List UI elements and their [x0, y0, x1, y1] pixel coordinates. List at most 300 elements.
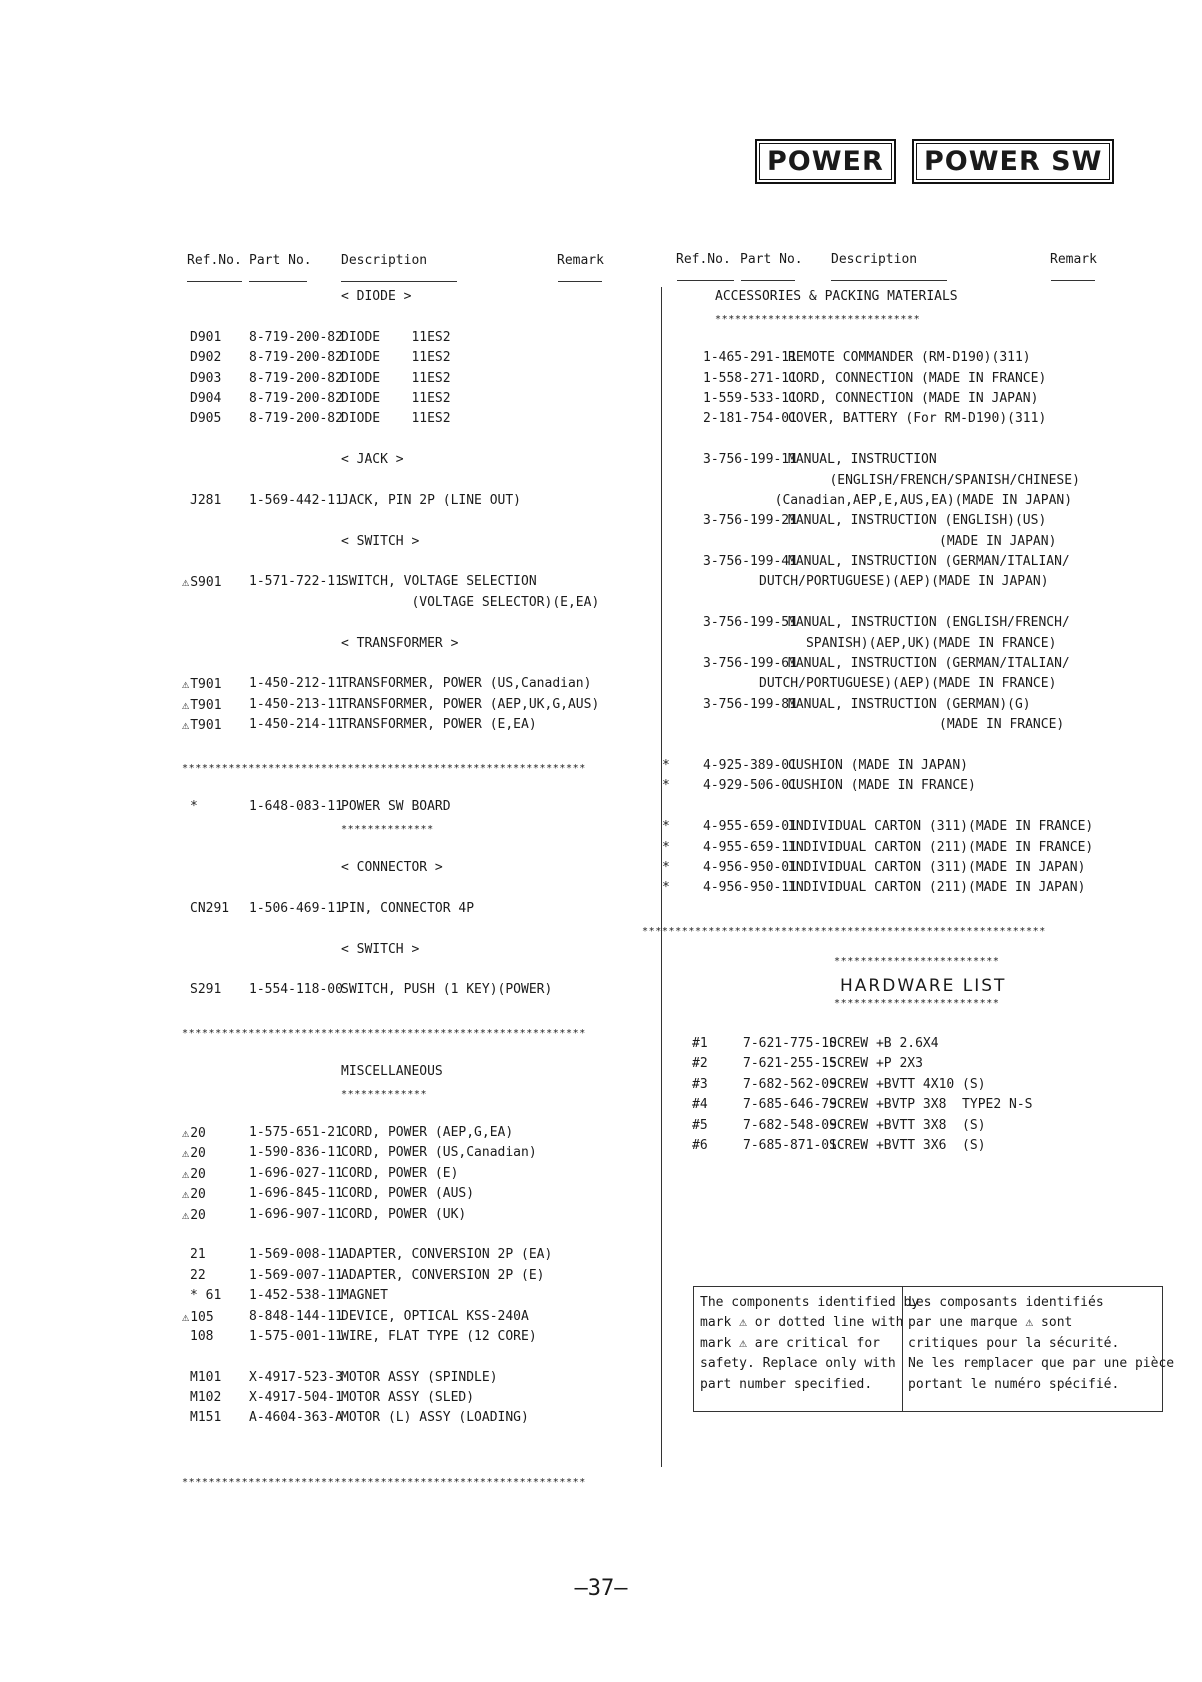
table-row — [672, 552, 1112, 572]
table-row — [672, 715, 1112, 735]
part-number: 8-848-144-11 — [249, 1308, 343, 1324]
ref-text: 21 — [190, 1247, 206, 1263]
right-underline-ref — [677, 280, 734, 281]
table-row — [182, 1062, 642, 1082]
part-number: 4-955-659-11 — [703, 839, 797, 855]
description: MANUAL, INSTRUCTION (ENGLISH/FRENCH/ — [788, 615, 1070, 631]
part-number: 7-621-255-15 — [743, 1056, 837, 1072]
description: ADAPTER, CONVERSION 2P (E) — [341, 1267, 545, 1283]
table-row — [672, 674, 1112, 694]
part-number: 3-756-199-81 — [703, 696, 797, 712]
part-number: 3-756-199-41 — [703, 554, 797, 570]
description: ADAPTER, CONVERSION 2P (EA) — [341, 1247, 553, 1263]
table-row — [182, 1388, 642, 1408]
table-row — [182, 756, 642, 776]
title-power — [755, 139, 896, 184]
description: CORD, CONNECTION (MADE IN JAPAN) — [788, 390, 1039, 406]
table-row — [182, 1123, 642, 1143]
part-number: 2-181-754-01 — [703, 411, 797, 427]
description: JACK, PIN 2P (LINE OUT) — [341, 492, 522, 508]
ref-text: 20 — [190, 1187, 206, 1203]
left-header-ref: Ref.No. — [187, 253, 242, 268]
hardware-row — [672, 1054, 1112, 1074]
ref-number — [190, 797, 198, 817]
hardware-row — [672, 1136, 1112, 1156]
part-number: 3-756-199-11 — [703, 452, 797, 468]
ref-text: D903 — [190, 370, 222, 386]
description: MOTOR (L) ASSY (LOADING) — [341, 1410, 529, 1426]
description: INDIVIDUAL CARTON (211)(MADE IN JAPAN) — [788, 880, 1086, 896]
ref-text: S901 — [190, 575, 222, 591]
table-row — [182, 736, 642, 756]
table-row — [182, 940, 642, 960]
description: < TRANSFORMER > — [341, 635, 459, 651]
table-row — [182, 838, 642, 858]
ref-number — [190, 1388, 221, 1408]
table-row — [182, 878, 642, 898]
table-row — [182, 899, 642, 919]
description: ACCESSORIES & PACKING MATERIALS — [715, 289, 958, 304]
part-number: 1-569-008-11 — [249, 1247, 343, 1263]
description: (MADE IN FRANCE) — [759, 717, 1065, 733]
table-row — [182, 593, 642, 613]
description: CORD, POWER (US,Canadian) — [341, 1145, 537, 1161]
ref-number — [182, 695, 222, 716]
separator-stars: ************************************************************* — [642, 926, 1046, 938]
part-number: 4-955-659-01 — [703, 819, 797, 835]
ref-text: CN291 — [190, 900, 230, 916]
description: DUTCH/PORTUGUESE)(AEP)(MADE IN FRANCE) — [759, 676, 1057, 692]
description: SCREW +BVTT 3X8 (S) — [829, 1117, 986, 1133]
ref-text: * — [190, 798, 198, 814]
part-number: 4-956-950-01 — [703, 859, 797, 875]
table-row — [182, 797, 642, 817]
table-row — [672, 348, 1112, 368]
table-row — [182, 328, 642, 348]
table-row — [662, 858, 1112, 878]
warning-triangle-icon: ⚠ — [182, 677, 190, 692]
ref-text: * 61 — [190, 1288, 222, 1304]
description: INDIVIDUAL CARTON (311)(MADE IN FRANCE) — [788, 819, 1094, 835]
part-number: 7-621-775-10 — [743, 1036, 837, 1051]
ref-number — [190, 409, 221, 429]
table-row — [182, 307, 642, 327]
table-row — [672, 654, 1112, 674]
part-number: 1-450-213-11 — [249, 696, 343, 712]
hardware-ref: #6 — [692, 1137, 708, 1153]
description: < JACK > — [341, 452, 404, 468]
table-row — [182, 1307, 642, 1327]
right-underline-desc — [831, 280, 947, 281]
part-number: 1-696-845-11 — [249, 1186, 343, 1202]
hardware-ref: #4 — [692, 1097, 708, 1113]
separator-stars: ************** — [341, 824, 434, 836]
warning-triangle-icon: ⚠ — [182, 718, 190, 733]
table-row — [182, 1143, 642, 1163]
table-row — [642, 919, 1112, 939]
part-number: 3-756-199-51 — [703, 615, 797, 631]
ref-number — [182, 1164, 206, 1185]
ref-number — [662, 878, 670, 898]
note-line: Ne les remplacer que par une pièce — [908, 1356, 1175, 1372]
table-row — [182, 1021, 642, 1041]
note-line: mark ⚠ are critical for — [700, 1335, 881, 1351]
ref-text: T901 — [190, 718, 222, 734]
description: (VOLTAGE SELECTOR)(E,EA) — [341, 594, 600, 610]
description: CORD, POWER (E) — [341, 1165, 459, 1181]
note-line: safety. Replace only with — [700, 1356, 896, 1372]
page-number: —37— — [574, 1576, 628, 1601]
left-header-desc: Description — [341, 253, 428, 268]
warning-triangle-icon: ⚠ — [182, 1309, 190, 1324]
table-row — [672, 328, 1112, 348]
description: INDIVIDUAL CARTON (311)(MADE IN JAPAN) — [788, 859, 1086, 875]
left-underline-part — [249, 281, 307, 282]
part-number: 7-685-871-01 — [743, 1137, 837, 1153]
right-header-part: Part No. — [740, 252, 803, 267]
right-parts-list — [642, 287, 1112, 940]
table-row — [182, 919, 642, 939]
ref-number — [190, 1266, 206, 1286]
warning-triangle-icon: ⚠ — [182, 1146, 190, 1161]
table-row — [182, 1408, 642, 1428]
ref-number — [190, 369, 221, 389]
ref-text: * — [662, 880, 670, 896]
part-number: 1-575-001-11 — [249, 1328, 343, 1344]
ref-number — [190, 348, 221, 368]
table-row — [182, 1082, 642, 1102]
ref-text: * — [662, 778, 670, 794]
table-row — [182, 960, 642, 980]
right-header-ref: Ref.No. — [676, 252, 731, 267]
table-row — [182, 450, 642, 470]
table-row — [182, 695, 642, 715]
description: CUSHION (MADE IN JAPAN) — [788, 757, 969, 773]
note-line: mark ⚠ or dotted line with — [700, 1315, 904, 1331]
table-row — [182, 980, 642, 1000]
ref-text: 20 — [190, 1166, 206, 1182]
left-header-part: Part No. — [249, 253, 312, 268]
table-row — [182, 1368, 642, 1388]
part-number: 4-956-950-11 — [703, 880, 797, 896]
separator-stars: ******************************* — [715, 314, 921, 326]
table-row — [182, 572, 642, 592]
description: SWITCH, VOLTAGE SELECTION — [341, 574, 537, 590]
description: COVER, BATTERY (For RM-D190)(311) — [788, 411, 1047, 427]
table-row — [182, 409, 642, 429]
title-power-sw — [912, 139, 1114, 184]
table-row — [182, 1184, 642, 1204]
table-row — [672, 389, 1112, 409]
table-row — [672, 307, 1112, 327]
part-number: 1-506-469-11 — [249, 900, 343, 916]
part-number: 7-685-646-79 — [743, 1097, 837, 1113]
table-row — [672, 471, 1112, 491]
note-line: critiques pour la sécurité. — [908, 1335, 1120, 1351]
table-row — [672, 287, 1112, 307]
table-row — [182, 1103, 642, 1123]
table-row — [182, 1164, 642, 1184]
part-number: 8-719-200-82 — [249, 390, 343, 406]
description: CORD, POWER (UK) — [341, 1206, 467, 1222]
ref-number — [190, 1408, 221, 1428]
description: MANUAL, INSTRUCTION — [788, 452, 937, 468]
description: CORD, POWER (AUS) — [341, 1186, 475, 1202]
ref-number — [182, 1184, 206, 1205]
description: SPANISH)(AEP,UK)(MADE IN FRANCE) — [759, 635, 1057, 651]
part-number: 7-682-548-09 — [743, 1117, 837, 1133]
ref-number — [190, 1245, 206, 1265]
description: MANUAL, INSTRUCTION (GERMAN/ITALIAN/ — [788, 554, 1070, 570]
part-number: 1-558-271-11 — [703, 370, 797, 386]
table-row — [182, 1205, 642, 1225]
ref-number — [662, 817, 670, 837]
right-underline-remark — [1051, 280, 1095, 281]
ref-text: 108 — [190, 1328, 214, 1344]
description: SCREW +P 2X3 — [829, 1056, 923, 1072]
table-row — [672, 613, 1112, 633]
description: CORD, CONNECTION (MADE IN FRANCE) — [788, 370, 1047, 386]
part-number: 1-648-083-11 — [249, 798, 343, 814]
part-number: 1-590-836-11 — [249, 1145, 343, 1161]
warning-triangle-icon: ⚠ — [182, 1207, 190, 1222]
description: MOTOR ASSY (SPINDLE) — [341, 1369, 498, 1385]
description: MANUAL, INSTRUCTION (ENGLISH)(US) — [788, 513, 1047, 529]
description: POWER SW BOARD — [341, 798, 451, 814]
left-underline-desc — [341, 281, 457, 282]
description: MANUAL, INSTRUCTION (GERMAN)(G) — [788, 696, 1031, 712]
part-number: 1-450-212-11 — [249, 676, 343, 692]
table-row — [182, 1001, 642, 1021]
table-row — [182, 817, 642, 837]
safety-note-english — [700, 1293, 919, 1395]
left-parts-list — [182, 287, 642, 1490]
description: PIN, CONNECTOR 4P — [341, 900, 475, 916]
table-row — [672, 450, 1112, 470]
table-row — [182, 674, 642, 694]
description: (Canadian,AEP,E,AUS,EA)(MADE IN JAPAN) — [759, 492, 1073, 508]
ref-text: T901 — [190, 697, 222, 713]
hardware-row — [672, 1095, 1112, 1115]
description: < DIODE > — [341, 289, 412, 304]
table-row — [672, 511, 1112, 531]
part-number: A-4604-363-A — [249, 1410, 343, 1426]
table-row — [672, 695, 1112, 715]
ref-text: * — [662, 839, 670, 855]
table-row — [672, 369, 1112, 389]
ref-number — [190, 389, 221, 409]
description: TRANSFORMER, POWER (US,Canadian) — [341, 676, 592, 692]
hardware-list — [672, 1034, 1112, 1156]
hardware-stars-bottom: ************************* — [834, 998, 1000, 1009]
table-row — [182, 532, 642, 552]
ref-number — [182, 1143, 206, 1164]
table-row — [672, 736, 1112, 756]
hardware-ref: #1 — [692, 1036, 708, 1051]
ref-text: 22 — [190, 1267, 206, 1283]
ref-number — [662, 838, 670, 858]
description: WIRE, FLAT TYPE (12 CORE) — [341, 1328, 537, 1344]
table-row — [182, 1449, 642, 1469]
note-line: The components identified by — [700, 1295, 920, 1310]
table-row — [182, 1327, 642, 1347]
ref-number — [182, 1123, 206, 1144]
table-row — [182, 552, 642, 572]
warning-triangle-icon: ⚠ — [182, 1187, 190, 1202]
part-number: 8-719-200-82 — [249, 350, 343, 366]
right-header-desc: Description — [831, 252, 918, 267]
table-row — [182, 1266, 642, 1286]
description: DIODE 11ES2 — [341, 390, 451, 406]
description: SCREW +BVTP 3X8 TYPE2 N-S — [829, 1097, 1033, 1113]
table-row — [182, 776, 642, 796]
description: SCREW +BVTT 3X6 (S) — [829, 1137, 986, 1153]
ref-number — [182, 674, 222, 695]
left-header-remark: Remark — [557, 253, 604, 268]
hardware-row — [672, 1034, 1112, 1054]
ref-number — [662, 776, 670, 796]
description: SCREW +B 2.6X4 — [829, 1036, 939, 1051]
part-number: 4-929-506-01 — [703, 778, 797, 794]
hardware-row — [672, 1116, 1112, 1136]
ref-number — [182, 715, 222, 736]
ref-text: M101 — [190, 1369, 222, 1385]
ref-number — [190, 1286, 221, 1306]
table-row — [662, 878, 1112, 898]
separator-stars: ************************************************************* — [182, 1476, 586, 1488]
part-number: 1-554-118-00 — [249, 982, 343, 998]
ref-text: * — [662, 757, 670, 773]
ref-text: * — [662, 859, 670, 875]
ref-text: J281 — [190, 492, 222, 508]
separator-stars: ************************************************************* — [182, 762, 586, 774]
note-line: portant le numéro spécifié. — [908, 1376, 1120, 1392]
ref-number — [190, 899, 229, 919]
left-underline-remark — [558, 281, 602, 282]
ref-text: T901 — [190, 677, 222, 693]
ref-number — [182, 572, 222, 593]
table-row — [672, 634, 1112, 654]
ref-text: S291 — [190, 982, 222, 998]
description: < CONNECTOR > — [341, 859, 443, 875]
part-number: 3-756-199-61 — [703, 656, 797, 672]
description: MANUAL, INSTRUCTION (GERMAN/ITALIAN/ — [788, 656, 1070, 672]
table-row — [182, 1225, 642, 1245]
ref-number — [182, 1205, 206, 1226]
ref-number — [662, 858, 670, 878]
part-number: 1-696-907-11 — [249, 1206, 343, 1222]
part-number: 7-682-562-09 — [743, 1076, 837, 1092]
table-row — [182, 348, 642, 368]
description: < SWITCH > — [341, 941, 420, 957]
part-number: 1-569-007-11 — [249, 1267, 343, 1283]
ref-text: 105 — [190, 1309, 214, 1325]
description: DIODE 11ES2 — [341, 370, 451, 386]
description: TRANSFORMER, POWER (E,EA) — [341, 717, 537, 733]
ref-number — [190, 980, 221, 1000]
safety-note-french — [908, 1293, 1174, 1395]
table-row — [182, 654, 642, 674]
description: (ENGLISH/FRENCH/SPANISH/CHINESE) — [759, 472, 1080, 488]
table-row — [182, 389, 642, 409]
ref-text: 20 — [190, 1207, 206, 1223]
ref-text: D902 — [190, 350, 222, 366]
part-number: 1-575-651-21 — [249, 1125, 343, 1141]
description: CUSHION (MADE IN FRANCE) — [788, 778, 976, 794]
note-line: par une marque ⚠ sont — [908, 1315, 1073, 1331]
table-row — [182, 1347, 642, 1367]
ref-number — [662, 756, 670, 776]
ref-text: 20 — [190, 1126, 206, 1142]
description: MOTOR ASSY (SLED) — [341, 1390, 475, 1406]
part-number: 1-571-722-11 — [249, 574, 343, 590]
ref-number — [190, 328, 221, 348]
ref-text: M102 — [190, 1390, 222, 1406]
table-row — [672, 409, 1112, 429]
hardware-list-title: HARDWARE LIST — [840, 976, 1007, 996]
part-number: 1-452-538-11 — [249, 1288, 343, 1304]
ref-text: D901 — [190, 329, 222, 345]
description: DEVICE, OPTICAL KSS-240A — [341, 1308, 529, 1324]
separator-stars: ************************************************************* — [182, 1028, 586, 1040]
table-row — [182, 858, 642, 878]
description: SWITCH, PUSH (1 KEY)(POWER) — [341, 982, 553, 998]
description: MISCELLANEOUS — [341, 1063, 443, 1079]
ref-number — [190, 1327, 213, 1347]
part-number: 8-719-200-82 — [249, 329, 343, 345]
safety-note-box — [693, 1286, 1175, 1412]
warning-triangle-icon: ⚠ — [182, 1126, 190, 1141]
ref-text: D904 — [190, 390, 222, 406]
part-number: 1-450-214-11 — [249, 717, 343, 733]
table-row — [182, 1245, 642, 1265]
description: (MADE IN JAPAN) — [759, 533, 1057, 549]
table-row — [182, 491, 642, 511]
ref-number — [182, 1307, 214, 1328]
table-row — [662, 756, 1112, 776]
hardware-row — [672, 1075, 1112, 1095]
description: DUTCH/PORTUGUESE)(AEP)(MADE IN JAPAN) — [759, 574, 1049, 590]
description: < SWITCH > — [341, 533, 420, 549]
ref-number — [190, 1368, 221, 1388]
part-number: 1-559-533-11 — [703, 390, 797, 406]
table-row — [672, 532, 1112, 552]
note-line: part number specified. — [700, 1376, 873, 1392]
table-row — [672, 797, 1112, 817]
note-line: Les composants identifiés — [908, 1295, 1104, 1310]
warning-triangle-icon: ⚠ — [182, 697, 190, 712]
description: DIODE 11ES2 — [341, 411, 451, 427]
part-number: 8-719-200-82 — [249, 411, 343, 427]
table-row — [182, 634, 642, 654]
part-number: 1-696-027-11 — [249, 1165, 343, 1181]
left-underline-ref — [187, 281, 242, 282]
description: REMOTE COMMANDER (RM-D190)(311) — [788, 350, 1031, 366]
description: MAGNET — [341, 1288, 388, 1304]
hardware-ref: #5 — [692, 1117, 708, 1133]
hardware-stars-top: ************************* — [834, 956, 1000, 967]
description: INDIVIDUAL CARTON (211)(MADE IN FRANCE) — [788, 839, 1094, 855]
table-row — [672, 593, 1112, 613]
table-row — [672, 491, 1112, 511]
table-row — [182, 1041, 642, 1061]
table-row — [662, 817, 1112, 837]
table-row — [182, 287, 642, 307]
table-row — [672, 572, 1112, 592]
note-divider — [902, 1287, 903, 1411]
right-header-remark: Remark — [1050, 252, 1097, 267]
table-row — [182, 715, 642, 735]
